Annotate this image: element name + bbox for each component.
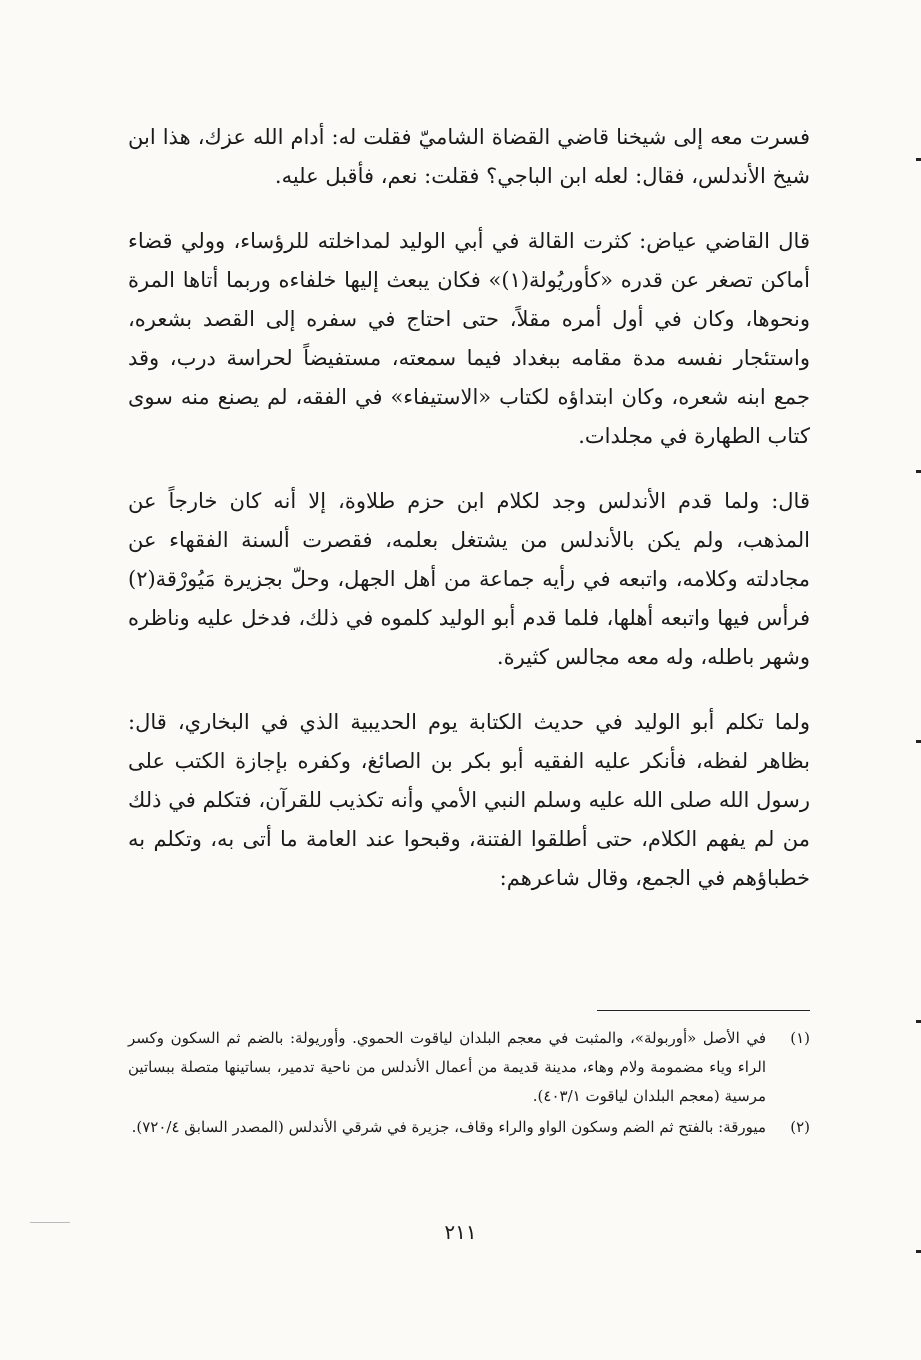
footnote-text: في الأصل «أوربولة»، والمثبت في معجم البلدان لياقوت الحموي. وأوريولة: بالضم ثم السكون وكسر الراء وياء مضمومة ولام وهاء، مدينة قديمة من أعمال الأندلس من ناحية تدمير، بساتينها متصلة ببساتين مرسية (معجم البلدان لياقوت ٤٠٣/١).	[128, 1029, 766, 1105]
paragraph-3: قال: ولما قدم الأندلس وجد لكلام ابن حزم طلاوة، إلا أنه كان خارجاً عن المذهب، ولم يكن بالأندلس من يشتغل بعلمه، فقصرت ألسنة الفقهاء عن مجادلته وكلامه، واتبعه في رأيه جماعة من أهل الجهل، وحلّ بجزيرة مَيُورْقة(٢) فرأس فيها واتبعه أهلها، فلما قدم أبو الوليد كلموه في ذلك، فدخل عليه وناظره وشهر باطله، وله معه مجالس كثيرة.	[128, 489, 810, 669]
footnote-text: ميورقة: بالفتح ثم الضم وسكون الواو والراء وقاف، جزيرة في شرقي الأندلس (المصدر السابق ٧٢٠/٤).	[131, 1118, 766, 1136]
margin-mark	[916, 740, 921, 743]
paragraph-4: ولما تكلم أبو الوليد في حديث الكتابة يوم الحديبية الذي في البخاري، قال: بظاهر لفظه، فأنكر عليه الفقيه أبو بكر بن الصائغ، وكفره بإجازة الكتب على رسول الله صلى الله عليه وسلم النبي الأمي وأنه تكذيب للقرآن، فتكلم في ذلك من لم يفهم الكلام، حتى أطلقوا الفتنة، وقبحوا عند العامة ما أتى به، وتكلم به خطباؤهم في الجمع، وقال شاعرهم:	[128, 710, 810, 890]
footnotes	[128, 1024, 810, 1142]
footnote-number: (٢)	[790, 1118, 810, 1136]
footnote-2	[128, 1113, 810, 1142]
footnote-divider	[597, 1010, 810, 1011]
margin-mark	[916, 1020, 921, 1023]
main-text	[128, 118, 810, 898]
page-number: ٢١١	[444, 1220, 477, 1244]
paragraph-1: فسرت معه إلى شيخنا قاضي القضاة الشاميّ فقلت له: أدام الله عزك، هذا ابن شيخ الأندلس، فقال: لعله ابن الباجي؟ فقلت: نعم، فأقبل عليه.	[128, 125, 810, 188]
paragraph-2: قال القاضي عياض: كثرت القالة في أبي الوليد لمداخلته للرؤساء، وولي قضاء أماكن تصغر عن قدره «كأوريُولة(١)» فكان يبعث إليها خلفاءه وربما أتاها المرة ونحوها، وكان في أول أمره مقلاً، حتى احتاج في سفره إلى القصد بشعره، واستئجار نفسه مدة مقامه ببغداد فيما سمعته، مستفيضاً لحراسة درب، وقد جمع ابنه شعره، وكان ابتداؤه لكتاب «الاستيفاء» في الفقه، لم يصنع منه سوى كتاب الطهارة في مجلدات.	[128, 229, 810, 448]
margin-mark	[916, 1250, 921, 1253]
scan-mark	[30, 1222, 70, 1223]
footnote-number: (١)	[790, 1029, 810, 1047]
footnote-1	[128, 1024, 810, 1111]
margin-mark	[916, 470, 921, 473]
margin-mark	[916, 158, 921, 161]
